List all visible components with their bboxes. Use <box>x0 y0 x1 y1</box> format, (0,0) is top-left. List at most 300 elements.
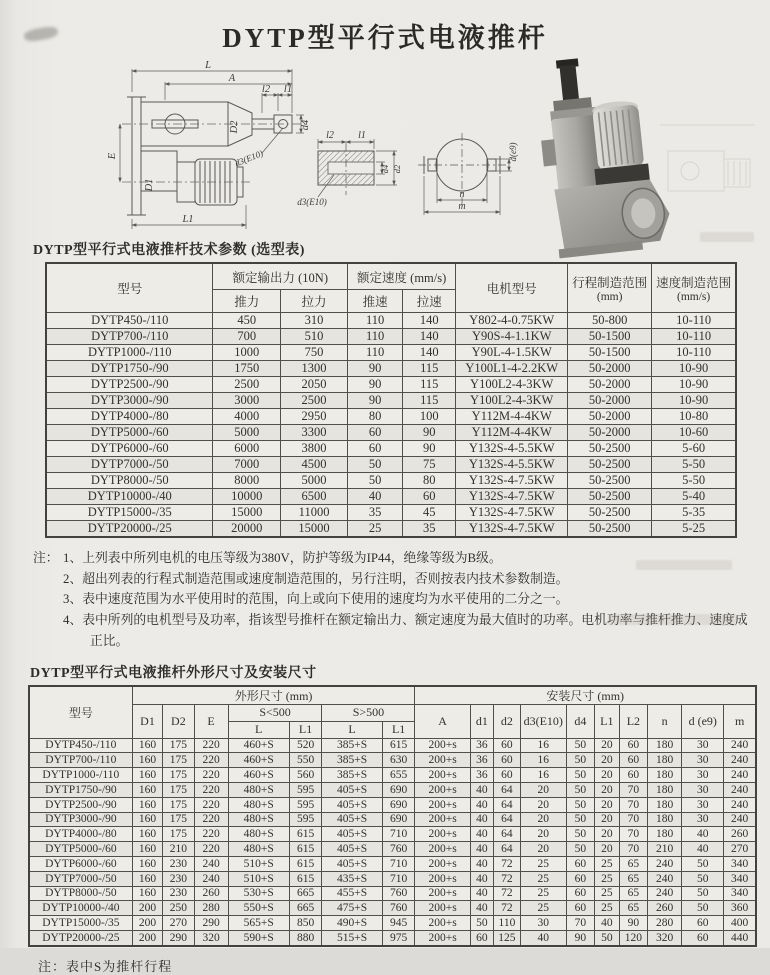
value-cell: 200+s <box>415 871 470 886</box>
technical-drawing <box>0 55 770 235</box>
value-cell: 655 <box>382 768 415 783</box>
value-cell: 115 <box>403 361 456 377</box>
model-cell: DYTP700-/110 <box>46 329 213 345</box>
value-cell: 240 <box>648 871 682 886</box>
value-cell: 220 <box>194 768 228 783</box>
value-cell: 25 <box>595 901 620 916</box>
value-cell: 70 <box>619 797 647 812</box>
value-cell: 180 <box>648 768 682 783</box>
model-cell: DYTP3000-/90 <box>29 812 132 827</box>
value-cell: 60 <box>619 753 647 768</box>
table-row <box>46 473 736 489</box>
dim-m: m <box>458 201 466 212</box>
value-cell: 50-2000 <box>568 409 652 425</box>
header-n: n <box>648 704 682 738</box>
value-cell: 160 <box>132 842 163 857</box>
value-cell: 5000 <box>213 425 281 441</box>
model-cell: DYTP450-/110 <box>46 313 213 329</box>
value-cell: 60 <box>682 916 724 931</box>
dim-D1: D1 <box>144 178 155 192</box>
table-row <box>46 409 736 425</box>
value-cell: 25 <box>520 886 566 901</box>
table-row <box>29 738 756 753</box>
header-L2: L2 <box>619 704 647 738</box>
value-cell: 510 <box>281 329 348 345</box>
value-cell: 560 <box>289 768 322 783</box>
value-cell: 690 <box>382 797 415 812</box>
value-cell: 140 <box>403 329 456 345</box>
value-cell: 60 <box>493 738 520 753</box>
value-cell: 690 <box>382 812 415 827</box>
value-cell: 210 <box>163 842 194 857</box>
value-cell: 10-110 <box>652 345 736 361</box>
value-cell: 200+s <box>415 738 470 753</box>
dim-fork-d4: d4 <box>380 164 390 174</box>
value-cell: 60 <box>682 930 724 945</box>
value-cell: 240 <box>194 871 228 886</box>
value-cell: Y100L2-4-3KW <box>456 393 568 409</box>
model-cell: DYTP700-/110 <box>29 753 132 768</box>
value-cell: 90 <box>403 441 456 457</box>
value-cell: 60 <box>566 856 594 871</box>
main-assembly-drawing <box>127 97 292 215</box>
value-cell: 405+S <box>322 797 382 812</box>
value-cell: 50-2500 <box>568 489 652 505</box>
value-cell: 65 <box>619 871 647 886</box>
value-cell: 50-2000 <box>568 361 652 377</box>
header-line: 行程制造范围 <box>572 276 648 290</box>
dim-fork-d3: d3(E10) <box>297 197 327 207</box>
value-cell: 65 <box>619 856 647 871</box>
trunnion-dimension-labels <box>458 143 518 213</box>
value-cell: 710 <box>382 827 415 842</box>
note-item: 1、上列表中所列电机的电压等级为380V，防护等级为IP44，绝缘等级为B级。 <box>63 551 502 565</box>
value-cell: 50-2500 <box>568 505 652 521</box>
value-cell: 40 <box>470 886 493 901</box>
table-row <box>46 313 736 329</box>
value-cell: 180 <box>648 812 682 827</box>
value-cell: 40 <box>470 812 493 827</box>
dim-d3: d3(E10) <box>233 148 265 169</box>
value-cell: 160 <box>132 782 163 797</box>
value-cell: 565+S <box>228 916 289 931</box>
value-cell: 45 <box>403 505 456 521</box>
value-cell: 40 <box>470 797 493 812</box>
value-cell: 200+s <box>415 886 470 901</box>
model-cell: DYTP8000-/50 <box>29 886 132 901</box>
value-cell: 4000 <box>213 409 281 425</box>
model-cell: DYTP15000-/35 <box>29 916 132 931</box>
value-cell: 200 <box>132 916 163 931</box>
value-cell: 160 <box>132 856 163 871</box>
value-cell: 240 <box>194 856 228 871</box>
header-D2: D2 <box>163 704 194 738</box>
value-cell: 160 <box>132 812 163 827</box>
value-cell: 40 <box>470 782 493 797</box>
value-cell: 280 <box>648 916 682 931</box>
value-cell: 615 <box>289 856 322 871</box>
value-cell: 385+S <box>322 753 382 768</box>
value-cell: 230 <box>163 856 194 871</box>
value-cell: 10-110 <box>652 313 736 329</box>
value-cell: 40 <box>470 842 493 857</box>
value-cell: 460+S <box>228 738 289 753</box>
value-cell: 340 <box>724 871 756 886</box>
header-push-force: 推力 <box>213 290 281 313</box>
value-cell: 615 <box>289 871 322 886</box>
table-row <box>46 425 736 441</box>
value-cell: 7000 <box>213 457 281 473</box>
value-cell: Y100L2-4-3KW <box>456 377 568 393</box>
value-cell: 880 <box>289 930 322 945</box>
value-cell: 435+S <box>322 871 382 886</box>
value-cell: 160 <box>132 797 163 812</box>
model-cell: DYTP7000-/50 <box>46 457 213 473</box>
value-cell: 60 <box>566 901 594 916</box>
value-cell: 220 <box>194 738 228 753</box>
value-cell: Y112M-4-4KW <box>456 425 568 441</box>
value-cell: 220 <box>194 812 228 827</box>
value-cell: 945 <box>382 916 415 931</box>
value-cell: 480+S <box>228 797 289 812</box>
fork-detail-drawing <box>318 143 374 195</box>
value-cell: 140 <box>403 345 456 361</box>
value-cell: 50 <box>566 797 594 812</box>
value-cell: 595 <box>289 797 322 812</box>
header-L-gt: L <box>322 721 382 738</box>
table-row <box>46 489 736 505</box>
value-cell: 160 <box>132 768 163 783</box>
value-cell: 40 <box>470 827 493 842</box>
value-cell: 615 <box>289 842 322 857</box>
value-cell: 25 <box>595 856 620 871</box>
value-cell: 240 <box>724 812 756 827</box>
value-cell: 100 <box>403 409 456 425</box>
value-cell: 405+S <box>322 842 382 857</box>
header-L1-lt: L1 <box>289 721 322 738</box>
value-cell: 70 <box>619 842 647 857</box>
model-cell: DYTP10000-/40 <box>29 901 132 916</box>
value-cell: 220 <box>194 842 228 857</box>
value-cell: 50 <box>566 827 594 842</box>
value-cell: 8000 <box>213 473 281 489</box>
value-cell: 50 <box>566 738 594 753</box>
value-cell: 2500 <box>213 377 281 393</box>
value-cell: 125 <box>493 930 520 945</box>
value-cell: 480+S <box>228 827 289 842</box>
value-cell: Y132S-4-7.5KW <box>456 489 568 505</box>
header-stroke-range <box>568 263 652 313</box>
value-cell: 760 <box>382 842 415 857</box>
value-cell: 340 <box>724 886 756 901</box>
value-cell: 16 <box>520 768 566 783</box>
value-cell: 70 <box>566 916 594 931</box>
value-cell: 405+S <box>322 856 382 871</box>
value-cell: 690 <box>382 782 415 797</box>
value-cell: 35 <box>348 505 403 521</box>
note-item: 4、表中所列的电机型号及功率，指该型号推杆在额定输出力、额定速度为最大值时的功率。电机功率与推杆推力、速度成正比。 <box>63 613 748 648</box>
value-cell: 200+s <box>415 782 470 797</box>
value-cell: 550 <box>289 753 322 768</box>
dimensions-table-body <box>29 738 756 946</box>
value-cell: 2050 <box>281 377 348 393</box>
value-cell: 16 <box>520 738 566 753</box>
value-cell: 30 <box>682 768 724 783</box>
dim-D2: D2 <box>229 120 240 134</box>
model-cell: DYTP5000-/60 <box>29 842 132 857</box>
value-cell: 180 <box>648 782 682 797</box>
value-cell: 2950 <box>281 409 348 425</box>
value-cell: 590+S <box>228 930 289 945</box>
value-cell: 50-2500 <box>568 441 652 457</box>
value-cell: 30 <box>682 782 724 797</box>
dim-A: A <box>228 73 236 84</box>
value-cell: 710 <box>382 871 415 886</box>
value-cell: 50 <box>566 842 594 857</box>
main-dimension-labels <box>107 60 311 225</box>
value-cell: 615 <box>382 738 415 753</box>
value-cell: 2500 <box>281 393 348 409</box>
value-cell: 30 <box>682 753 724 768</box>
value-cell: 5-50 <box>652 473 736 489</box>
value-cell: 80 <box>403 473 456 489</box>
model-cell: DYTP4000-/80 <box>29 827 132 842</box>
value-cell: 50-2000 <box>568 377 652 393</box>
value-cell: 6000 <box>213 441 281 457</box>
value-cell: 220 <box>194 827 228 842</box>
value-cell: 4500 <box>281 457 348 473</box>
value-cell: 90 <box>619 916 647 931</box>
model-cell: DYTP7000-/50 <box>29 871 132 886</box>
value-cell: 240 <box>648 856 682 871</box>
value-cell: 200+s <box>415 856 470 871</box>
value-cell: Y90L-4-1.5KW <box>456 345 568 361</box>
table-row <box>29 797 756 812</box>
dimensions-table <box>28 685 757 947</box>
value-cell: 510+S <box>228 856 289 871</box>
value-cell: 50 <box>348 473 403 489</box>
dim-fork-l2: l2 <box>326 130 334 141</box>
value-cell: 5000 <box>281 473 348 489</box>
value-cell: 175 <box>163 782 194 797</box>
value-cell: 180 <box>648 827 682 842</box>
header-s-lt-500: S<500 <box>228 704 322 721</box>
value-cell: 120 <box>619 930 647 945</box>
model-cell: DYTP15000-/35 <box>46 505 213 521</box>
value-cell: 50 <box>348 457 403 473</box>
value-cell: 40 <box>470 856 493 871</box>
value-cell: 460+S <box>228 753 289 768</box>
value-cell: 480+S <box>228 842 289 857</box>
table-row <box>29 812 756 827</box>
value-cell: 65 <box>619 901 647 916</box>
value-cell: 200 <box>132 901 163 916</box>
table-row <box>29 886 756 901</box>
model-cell: DYTP5000-/60 <box>46 425 213 441</box>
value-cell: 20 <box>520 797 566 812</box>
value-cell: 110 <box>348 313 403 329</box>
value-cell: 60 <box>403 489 456 505</box>
value-cell: 475+S <box>322 901 382 916</box>
header-rated-speed: 额定速度 (mm/s) <box>348 263 456 290</box>
value-cell: 760 <box>382 901 415 916</box>
header-unit: (mm/s) <box>677 291 711 303</box>
header-unit: (mm) <box>596 291 623 303</box>
value-cell: 50 <box>566 812 594 827</box>
value-cell: 20 <box>595 827 620 842</box>
dim-l2: l2 <box>261 84 271 95</box>
value-cell: 850 <box>289 916 322 931</box>
value-cell: Y112M-4-4KW <box>456 409 568 425</box>
value-cell: 240 <box>724 753 756 768</box>
value-cell: 340 <box>724 856 756 871</box>
model-cell: DYTP4000-/80 <box>46 409 213 425</box>
value-cell: 20 <box>595 753 620 768</box>
note-item: 2、超出列表的行程式制造范围或速度制造范围的，另行注明，否则按表内技术参数制造。 <box>63 571 569 586</box>
note-item: 3、表中速度范围为水平使用时的范围，向上或向下使用的速度均为水平使用的二分之一。 <box>63 592 569 607</box>
value-cell: 110 <box>348 329 403 345</box>
value-cell: 50-1500 <box>568 345 652 361</box>
value-cell: 110 <box>493 916 520 931</box>
table-row <box>46 329 736 345</box>
value-cell: 160 <box>132 827 163 842</box>
value-cell: 200+s <box>415 930 470 945</box>
model-cell: DYTP6000-/60 <box>29 856 132 871</box>
value-cell: 240 <box>724 768 756 783</box>
header-L-lt: L <box>228 721 289 738</box>
dim-fork-d2: d2 <box>392 164 402 174</box>
value-cell: 70 <box>619 782 647 797</box>
value-cell: 200+s <box>415 827 470 842</box>
value-cell: 160 <box>132 886 163 901</box>
value-cell: 64 <box>493 797 520 812</box>
value-cell: 36 <box>470 753 493 768</box>
value-cell: 36 <box>470 738 493 753</box>
value-cell: 385+S <box>322 768 382 783</box>
value-cell: 90 <box>403 425 456 441</box>
value-cell: 490+S <box>322 916 382 931</box>
table-row <box>29 871 756 886</box>
value-cell: 60 <box>493 753 520 768</box>
value-cell: 550+S <box>228 901 289 916</box>
dim-d4: d4 <box>300 119 311 131</box>
value-cell: Y132S-4-7.5KW <box>456 521 568 538</box>
value-cell: 6500 <box>281 489 348 505</box>
value-cell: 405+S <box>322 782 382 797</box>
value-cell: 50-2500 <box>568 457 652 473</box>
header-E: E <box>194 704 228 738</box>
table-row <box>46 457 736 473</box>
dim-E: E <box>107 152 118 160</box>
value-cell: 230 <box>163 871 194 886</box>
value-cell: 3300 <box>281 425 348 441</box>
value-cell: 160 <box>132 738 163 753</box>
header-speed-range <box>652 263 736 313</box>
table2-caption: DYTP型平行式电液推杆外形尺寸及安装尺寸 <box>30 665 317 681</box>
header-s-gt-500: S>500 <box>322 704 415 721</box>
model-cell: DYTP3000-/90 <box>46 393 213 409</box>
header-d-e9: d (e9) <box>682 704 724 738</box>
value-cell: 64 <box>493 812 520 827</box>
header-L1: L1 <box>595 704 620 738</box>
table-row <box>46 441 736 457</box>
value-cell: 240 <box>648 886 682 901</box>
bleedthrough-drawing <box>660 125 755 191</box>
model-cell: DYTP2500-/90 <box>29 797 132 812</box>
value-cell: 70 <box>619 827 647 842</box>
value-cell: 50-2000 <box>568 393 652 409</box>
value-cell: 35 <box>403 521 456 538</box>
value-cell: 75 <box>403 457 456 473</box>
model-cell: DYTP20000-/25 <box>29 930 132 945</box>
value-cell: 40 <box>470 871 493 886</box>
value-cell: 25 <box>595 871 620 886</box>
value-cell: 60 <box>348 441 403 457</box>
dim-fork-l1: l1 <box>358 130 366 141</box>
value-cell: 20 <box>595 738 620 753</box>
header-pull-force: 拉力 <box>281 290 348 313</box>
value-cell: 50 <box>566 753 594 768</box>
dim-d-e9: d(e9) <box>508 142 518 162</box>
value-cell: 595 <box>289 782 322 797</box>
value-cell: 30 <box>682 797 724 812</box>
value-cell: 210 <box>648 842 682 857</box>
value-cell: 72 <box>493 901 520 916</box>
value-cell: 450 <box>213 313 281 329</box>
parameters-table <box>45 262 737 538</box>
header-install-dims: 安装尺寸 (mm) <box>415 686 756 705</box>
value-cell: 200+s <box>415 812 470 827</box>
value-cell: 10-80 <box>652 409 736 425</box>
value-cell: 11000 <box>281 505 348 521</box>
value-cell: 710 <box>382 856 415 871</box>
value-cell: 20 <box>595 812 620 827</box>
value-cell: 975 <box>382 930 415 945</box>
dim-L1: L1 <box>182 214 194 225</box>
value-cell: 250 <box>163 901 194 916</box>
model-cell: DYTP2500-/90 <box>46 377 213 393</box>
value-cell: 15000 <box>213 505 281 521</box>
value-cell: 200+s <box>415 901 470 916</box>
value-cell: 20 <box>595 768 620 783</box>
table-row <box>29 856 756 871</box>
table-row <box>46 377 736 393</box>
table-row <box>29 827 756 842</box>
value-cell: 240 <box>724 782 756 797</box>
value-cell: 280 <box>194 901 228 916</box>
value-cell: 60 <box>493 768 520 783</box>
value-cell: 595 <box>289 812 322 827</box>
value-cell: 5-50 <box>652 457 736 473</box>
value-cell: 80 <box>348 409 403 425</box>
value-cell: 760 <box>382 886 415 901</box>
value-cell: 50 <box>470 916 493 931</box>
value-cell: 30 <box>520 916 566 931</box>
value-cell: 400 <box>724 916 756 931</box>
value-cell: 90 <box>348 361 403 377</box>
value-cell: 50 <box>595 930 620 945</box>
value-cell: 140 <box>403 313 456 329</box>
value-cell: 480+S <box>228 812 289 827</box>
value-cell: 90 <box>348 377 403 393</box>
value-cell: 20 <box>595 842 620 857</box>
header-motor-model: 电机型号 <box>456 263 568 313</box>
value-cell: 200+s <box>415 753 470 768</box>
value-cell: 220 <box>194 797 228 812</box>
value-cell: 20 <box>595 782 620 797</box>
page-title: DYTP型平行式电液推杆 <box>222 23 548 53</box>
value-cell: 750 <box>281 345 348 361</box>
